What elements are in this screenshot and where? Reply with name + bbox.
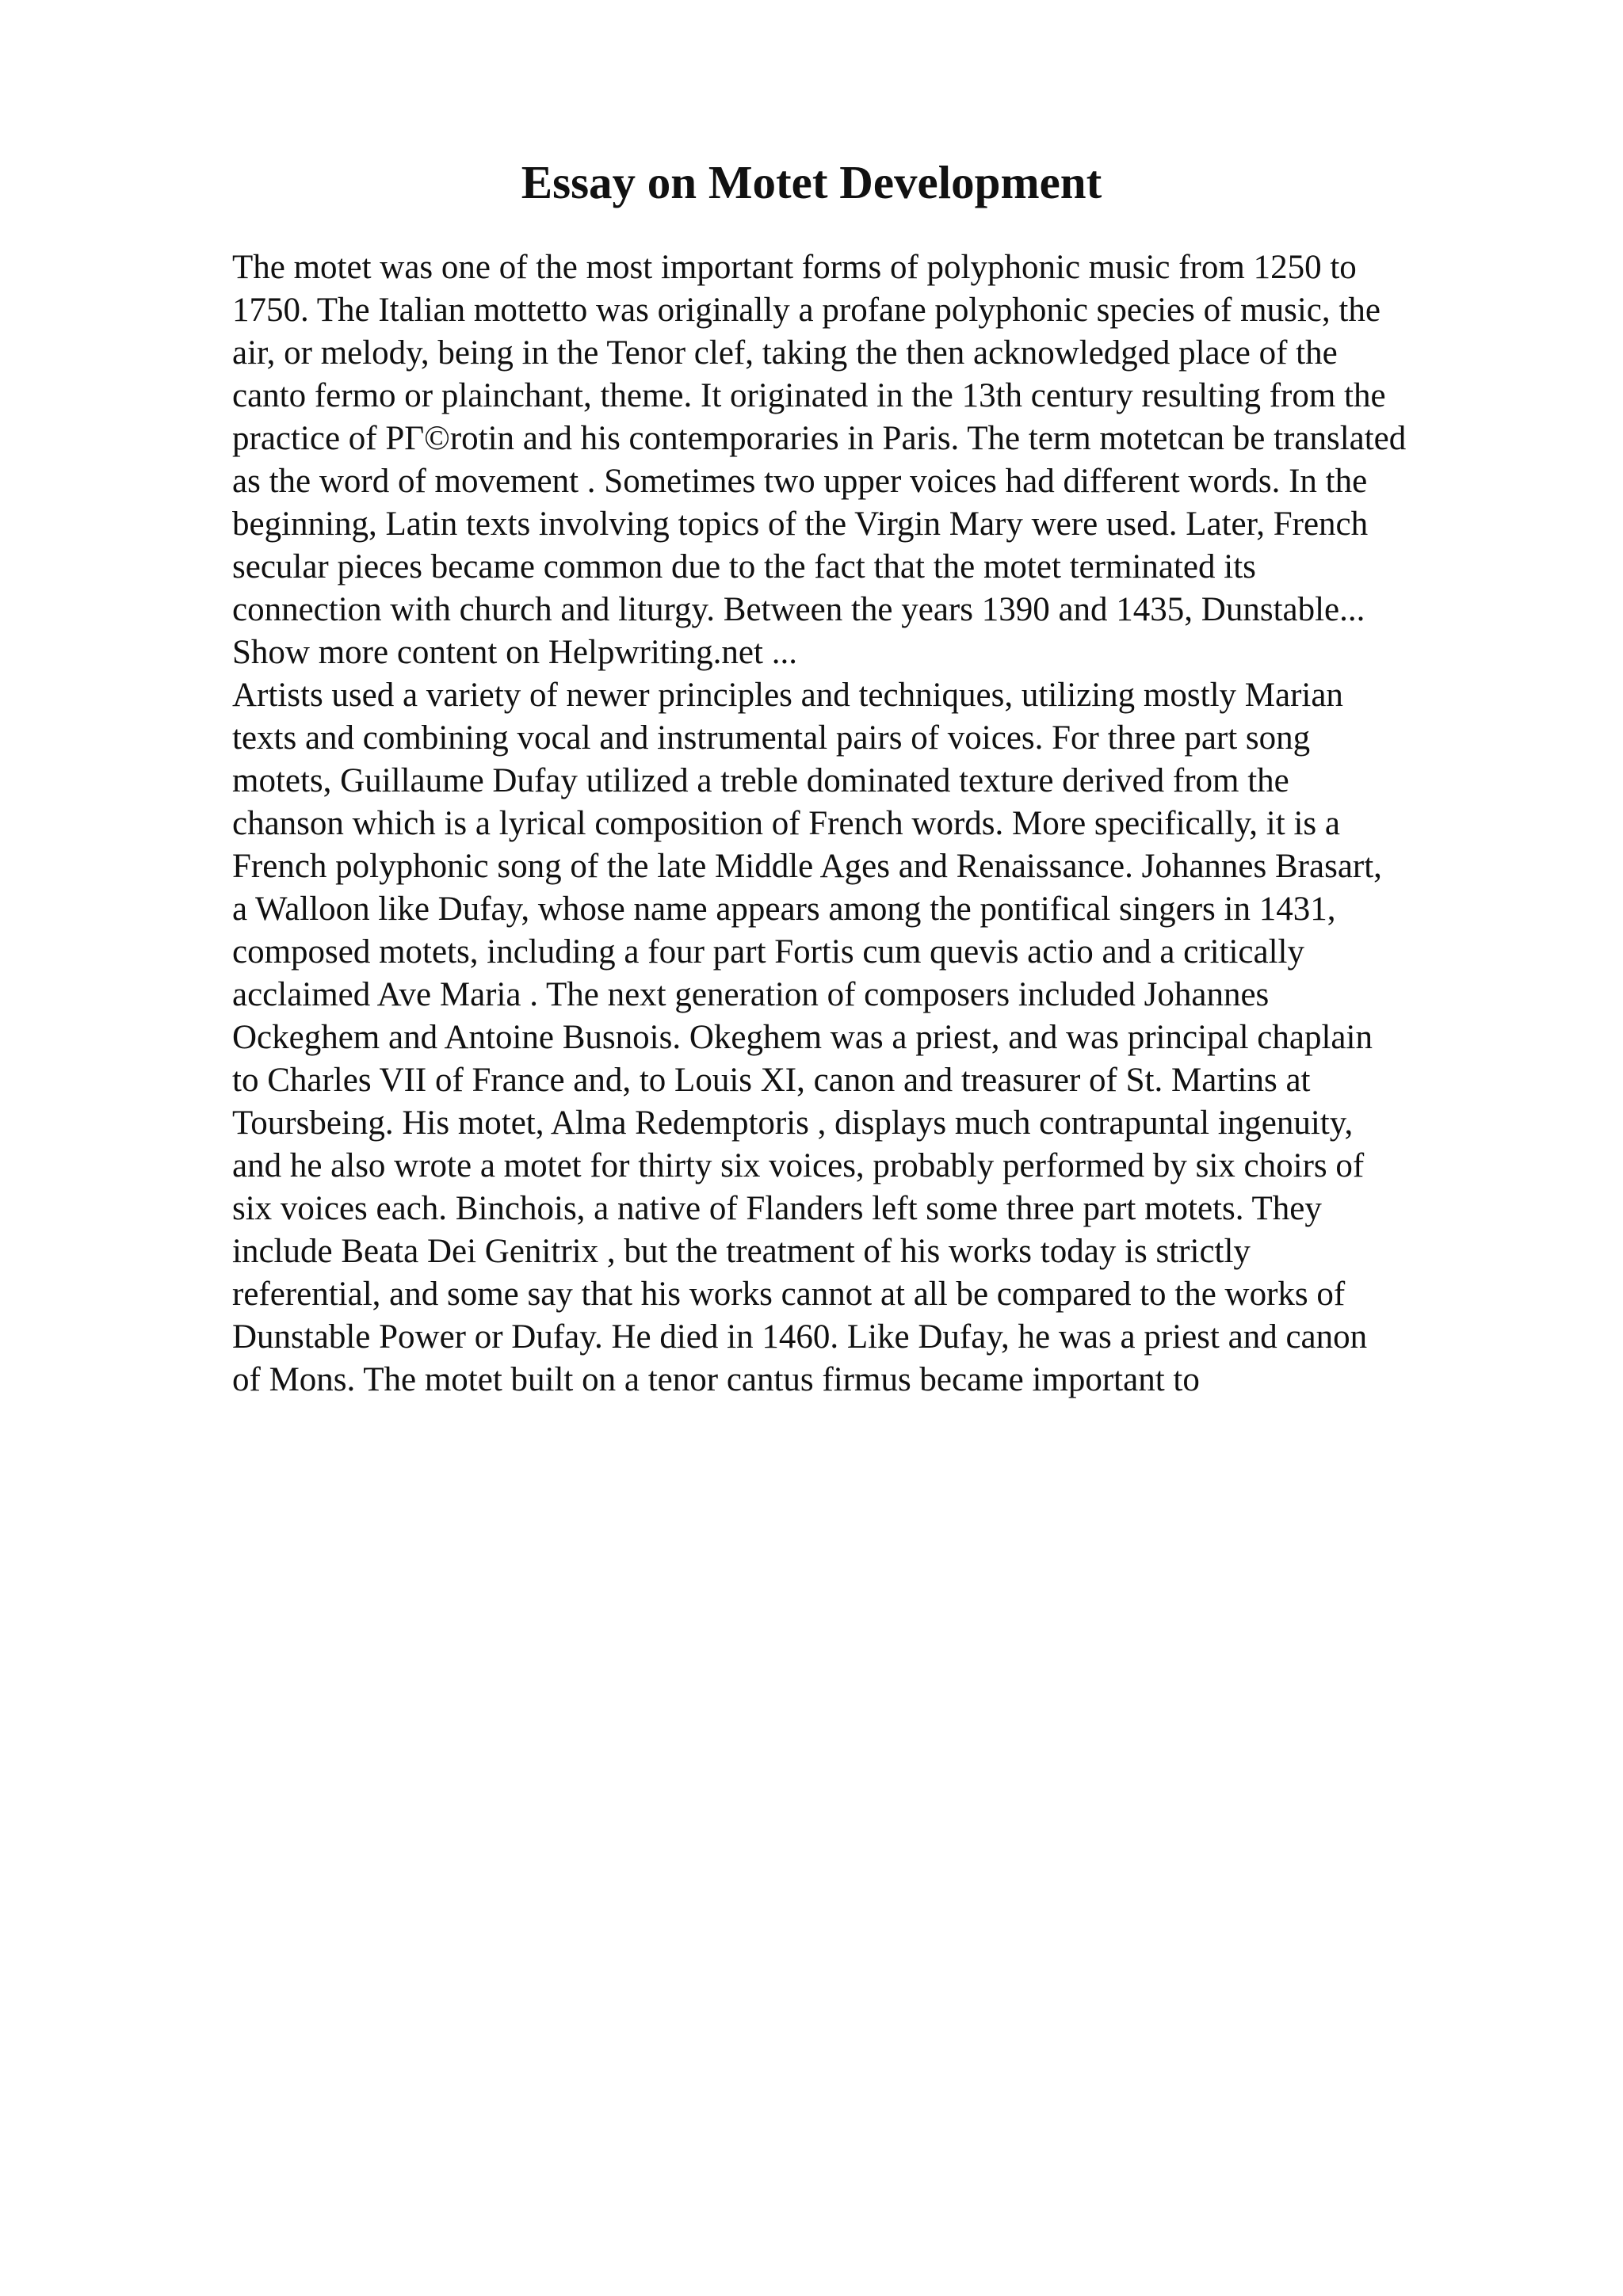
text-line: secular pieces became common due to the fact that the motet terminated its: [232, 548, 1256, 585]
text-line: motets, Guillaume Dufay utilized a treble dominated texture derived from the: [232, 762, 1289, 799]
text-line: practice of PΓ©rotin and his contemporaries in Paris. The term motetcan be translated: [232, 420, 1407, 457]
text-line: French polyphonic song of the late Middle Ages and Renaissance. Johannes Brasart,: [232, 848, 1382, 885]
text-line: Toursbeing. His motet, Alma Redemptoris , displays much contrapuntal ingenuity,: [232, 1104, 1354, 1142]
text-line: connection with church and liturgy. Between the years 1390 and 1435, Dunstable...: [232, 591, 1365, 628]
text-line: canto fermo or plainchant, theme. It originated in the 13th century resulting from the: [232, 377, 1386, 414]
text-line: to Charles VII of France and, to Louis XI, canon and treasurer of St. Martins at: [232, 1062, 1311, 1099]
text-line: 1750. The Italian mottetto was originally a profane polyphonic species of music, the: [232, 292, 1381, 329]
text-line: include Beata Dei Genitrix , but the treatment of his works today is strictly: [232, 1233, 1251, 1270]
text-line: composed motets, including a four part Fortis cum quevis actio and a critically: [232, 933, 1304, 971]
essay-body: [232, 246, 1500, 1402]
show-more-link[interactable]: Show more content on Helpwriting.net ...: [232, 634, 797, 671]
text-line: referential, and some say that his works cannot at all be compared to the works of: [232, 1276, 1346, 1313]
text-line: texts and combining vocal and instrumental pairs of voices. For three part song: [232, 719, 1311, 757]
text-line: and he also wrote a motet for thirty six voices, probably performed by six choirs of: [232, 1147, 1365, 1184]
text-line: Ockeghem and Antoine Busnois. Okeghem was a priest, and was principal chaplain: [232, 1019, 1373, 1056]
text-line: of Mons. The motet built on a tenor cantus firmus became important to: [232, 1361, 1200, 1398]
text-line: a Walloon like Dufay, whose name appears among the pontifical singers in 1431,: [232, 891, 1336, 928]
text-line: six voices each. Binchois, a native of Flanders left some three part motets. They: [232, 1190, 1322, 1227]
text-line: as the word of movement . Sometimes two upper voices had different words. In the: [232, 463, 1368, 500]
text-line: chanson which is a lyrical composition of French words. More specifically, it is a: [232, 805, 1340, 842]
text-line: beginning, Latin texts involving topics of the Virgin Mary were used. Later, French: [232, 505, 1369, 543]
page-title: Essay on Motet Development: [521, 156, 1102, 208]
text-line: Artists used a variety of newer principles and techniques, utilizing mostly Marian: [232, 677, 1343, 714]
text-line: Dunstable Power or Dufay. He died in 1460. Like Dufay, he was a priest and canon: [232, 1318, 1368, 1356]
text-line: air, or melody, being in the Tenor clef, taking the then acknowledged place of the: [232, 334, 1338, 372]
text-line: The motet was one of the most important forms of polyphonic music from 1250 to: [232, 249, 1357, 286]
text-line: acclaimed Ave Maria . The next generation of composers included Johannes: [232, 976, 1270, 1013]
